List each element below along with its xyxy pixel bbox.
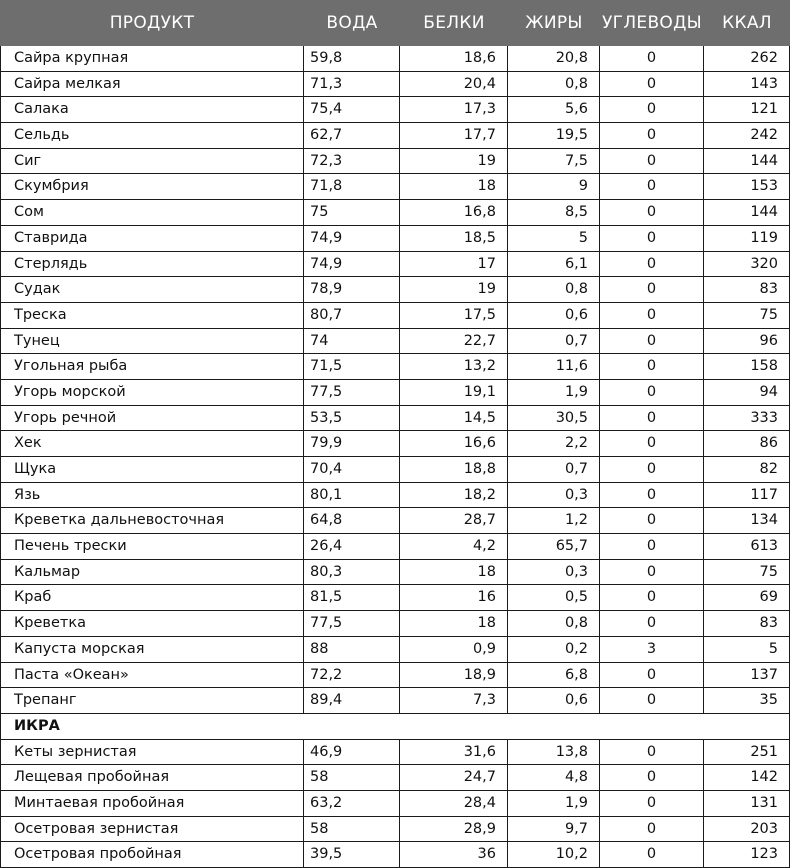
cell-protein: 28,4 [400, 791, 508, 816]
cell-kcal: 242 [704, 123, 790, 148]
table-row [0, 740, 790, 766]
cell-product: Салака [0, 97, 304, 122]
cell-water: 77,5 [304, 380, 400, 405]
cell-water: 77,5 [304, 611, 400, 636]
table-row [0, 431, 790, 457]
cell-kcal: 82 [704, 457, 790, 482]
cell-protein: 18,2 [400, 483, 508, 508]
cell-water: 62,7 [304, 123, 400, 148]
cell-kcal: 121 [704, 97, 790, 122]
cell-carbs: 0 [600, 483, 704, 508]
cell-carbs: 0 [600, 791, 704, 816]
header-fat: ЖИРЫ [525, 13, 583, 33]
cell-water: 75,4 [304, 97, 400, 122]
cell-carbs: 0 [600, 252, 704, 277]
cell-kcal: 320 [704, 252, 790, 277]
table-row [0, 380, 790, 406]
cell-kcal: 262 [704, 46, 790, 71]
cell-kcal: 203 [704, 817, 790, 842]
cell-product: Угольная рыба [0, 354, 304, 379]
cell-water: 71,3 [304, 72, 400, 97]
cell-water: 53,5 [304, 406, 400, 431]
cell-carbs: 0 [600, 663, 704, 688]
cell-protein: 19,1 [400, 380, 508, 405]
cell-water: 79,9 [304, 431, 400, 456]
cell-fat: 4,8 [508, 765, 600, 790]
table-row [0, 354, 790, 380]
cell-water: 26,4 [304, 534, 400, 559]
cell-water: 46,9 [304, 740, 400, 765]
cell-product: Печень трески [0, 534, 304, 559]
cell-product: Сайра крупная [0, 46, 304, 71]
cell-protein: 18 [400, 611, 508, 636]
cell-carbs: 0 [600, 174, 704, 199]
cell-product: Ставрида [0, 226, 304, 251]
cell-product: Сельдь [0, 123, 304, 148]
cell-water: 71,8 [304, 174, 400, 199]
cell-kcal: 83 [704, 277, 790, 302]
cell-kcal: 251 [704, 740, 790, 765]
cell-product: Краб [0, 585, 304, 610]
cell-fat: 0,5 [508, 585, 600, 610]
cell-fat: 0,3 [508, 483, 600, 508]
cell-product: Угорь морской [0, 380, 304, 405]
cell-protein: 20,4 [400, 72, 508, 97]
cell-fat: 30,5 [508, 406, 600, 431]
cell-protein: 28,9 [400, 817, 508, 842]
cell-kcal: 94 [704, 380, 790, 405]
cell-protein: 17,3 [400, 97, 508, 122]
cell-carbs: 0 [600, 431, 704, 456]
cell-protein: 7,3 [400, 688, 508, 713]
cell-kcal: 137 [704, 663, 790, 688]
table-row [0, 329, 790, 355]
cell-carbs: 0 [600, 380, 704, 405]
cell-product: Стерлядь [0, 252, 304, 277]
cell-water: 78,9 [304, 277, 400, 302]
table-row [0, 174, 790, 200]
header-protein: БЕЛКИ [423, 13, 485, 33]
cell-protein: 18,9 [400, 663, 508, 688]
cell-fat: 9,7 [508, 817, 600, 842]
cell-carbs: 0 [600, 534, 704, 559]
cell-kcal: 144 [704, 200, 790, 225]
cell-protein: 19 [400, 149, 508, 174]
cell-protein: 18,8 [400, 457, 508, 482]
cell-kcal: 333 [704, 406, 790, 431]
cell-protein: 17,5 [400, 303, 508, 328]
cell-product: Минтаевая пробойная [0, 791, 304, 816]
cell-carbs: 0 [600, 123, 704, 148]
cell-protein: 16,6 [400, 431, 508, 456]
cell-fat: 65,7 [508, 534, 600, 559]
cell-product: Сом [0, 200, 304, 225]
cell-protein: 16 [400, 585, 508, 610]
table-row [0, 663, 790, 689]
cell-fat: 19,5 [508, 123, 600, 148]
cell-fat: 0,8 [508, 277, 600, 302]
cell-kcal: 96 [704, 329, 790, 354]
cell-product: Кеты зернистая [0, 740, 304, 765]
cell-carbs: 0 [600, 765, 704, 790]
cell-water: 89,4 [304, 688, 400, 713]
cell-fat: 9 [508, 174, 600, 199]
cell-kcal: 5 [704, 637, 790, 662]
cell-product: Тунец [0, 329, 304, 354]
cell-kcal: 117 [704, 483, 790, 508]
cell-carbs: 0 [600, 740, 704, 765]
table-row [0, 611, 790, 637]
cell-product: Треска [0, 303, 304, 328]
cell-fat: 0,6 [508, 303, 600, 328]
cell-water: 74 [304, 329, 400, 354]
cell-protein: 0,9 [400, 637, 508, 662]
table-row [0, 688, 790, 714]
cell-fat: 0,8 [508, 72, 600, 97]
cell-fat: 0,7 [508, 457, 600, 482]
cell-protein: 18 [400, 174, 508, 199]
cell-carbs: 0 [600, 329, 704, 354]
table-row [0, 585, 790, 611]
table-row [0, 277, 790, 303]
cell-water: 88 [304, 637, 400, 662]
cell-protein: 28,7 [400, 508, 508, 533]
cell-fat: 10,2 [508, 842, 600, 867]
cell-water: 58 [304, 765, 400, 790]
cell-protein: 17,7 [400, 123, 508, 148]
cell-water: 74,9 [304, 226, 400, 251]
cell-fat: 0,7 [508, 329, 600, 354]
cell-protein: 4,2 [400, 534, 508, 559]
cell-carbs: 0 [600, 226, 704, 251]
cell-fat: 1,2 [508, 508, 600, 533]
cell-protein: 16,8 [400, 200, 508, 225]
cell-kcal: 158 [704, 354, 790, 379]
cell-product: Кальмар [0, 560, 304, 585]
cell-water: 80,1 [304, 483, 400, 508]
cell-carbs: 0 [600, 688, 704, 713]
cell-carbs: 0 [600, 406, 704, 431]
cell-kcal: 143 [704, 72, 790, 97]
table-row [0, 123, 790, 149]
cell-carbs: 0 [600, 457, 704, 482]
table-row [0, 200, 790, 226]
cell-water: 72,2 [304, 663, 400, 688]
cell-product: Язь [0, 483, 304, 508]
cell-carbs: 0 [600, 354, 704, 379]
cell-water: 80,7 [304, 303, 400, 328]
cell-product: Осетровая пробойная [0, 842, 304, 867]
header-carbs: УГЛЕВОДЫ [602, 13, 702, 33]
cell-protein: 17 [400, 252, 508, 277]
cell-water: 80,3 [304, 560, 400, 585]
table-row [0, 791, 790, 817]
table-row [0, 637, 790, 663]
table-row [0, 252, 790, 278]
cell-fat: 5,6 [508, 97, 600, 122]
cell-protein: 18,5 [400, 226, 508, 251]
cell-product: Капуста морская [0, 637, 304, 662]
cell-carbs: 0 [600, 585, 704, 610]
cell-kcal: 86 [704, 431, 790, 456]
cell-protein: 36 [400, 842, 508, 867]
cell-kcal: 75 [704, 303, 790, 328]
section-title: ИКРА [0, 714, 790, 739]
cell-product: Осетровая зернистая [0, 817, 304, 842]
table-row [0, 406, 790, 432]
cell-fat: 0,8 [508, 611, 600, 636]
table-row [0, 97, 790, 123]
cell-product: Угорь речной [0, 406, 304, 431]
cell-product: Лещевая пробойная [0, 765, 304, 790]
header-product: ПРОДУКТ [109, 13, 195, 33]
cell-fat: 20,8 [508, 46, 600, 71]
cell-product: Сиг [0, 149, 304, 174]
cell-protein: 14,5 [400, 406, 508, 431]
cell-fat: 11,6 [508, 354, 600, 379]
table-row [0, 534, 790, 560]
cell-product: Щука [0, 457, 304, 482]
cell-product: Судак [0, 277, 304, 302]
cell-kcal: 142 [704, 765, 790, 790]
cell-kcal: 131 [704, 791, 790, 816]
cell-kcal: 75 [704, 560, 790, 585]
cell-fat: 1,9 [508, 791, 600, 816]
cell-protein: 19 [400, 277, 508, 302]
table-row [0, 842, 790, 868]
cell-carbs: 0 [600, 72, 704, 97]
header-kcal: ККАЛ [722, 13, 772, 33]
cell-protein: 18,6 [400, 46, 508, 71]
table-row [0, 303, 790, 329]
table-row [0, 226, 790, 252]
cell-product: Креветка дальневосточная [0, 508, 304, 533]
table-body [0, 46, 790, 868]
cell-carbs: 0 [600, 560, 704, 585]
cell-kcal: 83 [704, 611, 790, 636]
cell-carbs: 0 [600, 842, 704, 867]
cell-kcal: 153 [704, 174, 790, 199]
cell-fat: 7,5 [508, 149, 600, 174]
cell-product: Креветка [0, 611, 304, 636]
table-row [0, 46, 790, 72]
cell-kcal: 35 [704, 688, 790, 713]
cell-water: 74,9 [304, 252, 400, 277]
cell-product: Трепанг [0, 688, 304, 713]
cell-carbs: 0 [600, 303, 704, 328]
section-row [0, 714, 790, 740]
cell-kcal: 123 [704, 842, 790, 867]
cell-carbs: 0 [600, 97, 704, 122]
table-row [0, 72, 790, 98]
cell-carbs: 0 [600, 46, 704, 71]
table-row [0, 457, 790, 483]
cell-fat: 1,9 [508, 380, 600, 405]
cell-product: Паста «Океан» [0, 663, 304, 688]
cell-water: 63,2 [304, 791, 400, 816]
cell-fat: 0,3 [508, 560, 600, 585]
cell-water: 75 [304, 200, 400, 225]
cell-carbs: 0 [600, 149, 704, 174]
cell-water: 70,4 [304, 457, 400, 482]
table-row [0, 560, 790, 586]
cell-carbs: 0 [600, 817, 704, 842]
cell-protein: 24,7 [400, 765, 508, 790]
cell-carbs: 3 [600, 637, 704, 662]
cell-water: 59,8 [304, 46, 400, 71]
header-water: ВОДА [326, 13, 378, 33]
cell-kcal: 119 [704, 226, 790, 251]
cell-protein: 22,7 [400, 329, 508, 354]
cell-water: 39,5 [304, 842, 400, 867]
table-row [0, 483, 790, 509]
cell-fat: 6,8 [508, 663, 600, 688]
table-row [0, 508, 790, 534]
cell-protein: 31,6 [400, 740, 508, 765]
cell-product: Скумбрия [0, 174, 304, 199]
cell-kcal: 69 [704, 585, 790, 610]
cell-carbs: 0 [600, 200, 704, 225]
cell-water: 71,5 [304, 354, 400, 379]
table-row [0, 149, 790, 175]
cell-water: 58 [304, 817, 400, 842]
cell-carbs: 0 [600, 508, 704, 533]
cell-fat: 0,6 [508, 688, 600, 713]
cell-product: Сайра мелкая [0, 72, 304, 97]
cell-carbs: 0 [600, 277, 704, 302]
cell-fat: 13,8 [508, 740, 600, 765]
cell-water: 64,8 [304, 508, 400, 533]
table-row [0, 765, 790, 791]
cell-water: 81,5 [304, 585, 400, 610]
cell-kcal: 613 [704, 534, 790, 559]
cell-protein: 18 [400, 560, 508, 585]
table-row [0, 817, 790, 843]
cell-fat: 2,2 [508, 431, 600, 456]
cell-fat: 6,1 [508, 252, 600, 277]
table-header [0, 0, 790, 46]
cell-product: Хек [0, 431, 304, 456]
cell-fat: 5 [508, 226, 600, 251]
cell-kcal: 144 [704, 149, 790, 174]
cell-kcal: 134 [704, 508, 790, 533]
cell-fat: 8,5 [508, 200, 600, 225]
cell-carbs: 0 [600, 611, 704, 636]
cell-fat: 0,2 [508, 637, 600, 662]
cell-water: 72,3 [304, 149, 400, 174]
cell-protein: 13,2 [400, 354, 508, 379]
